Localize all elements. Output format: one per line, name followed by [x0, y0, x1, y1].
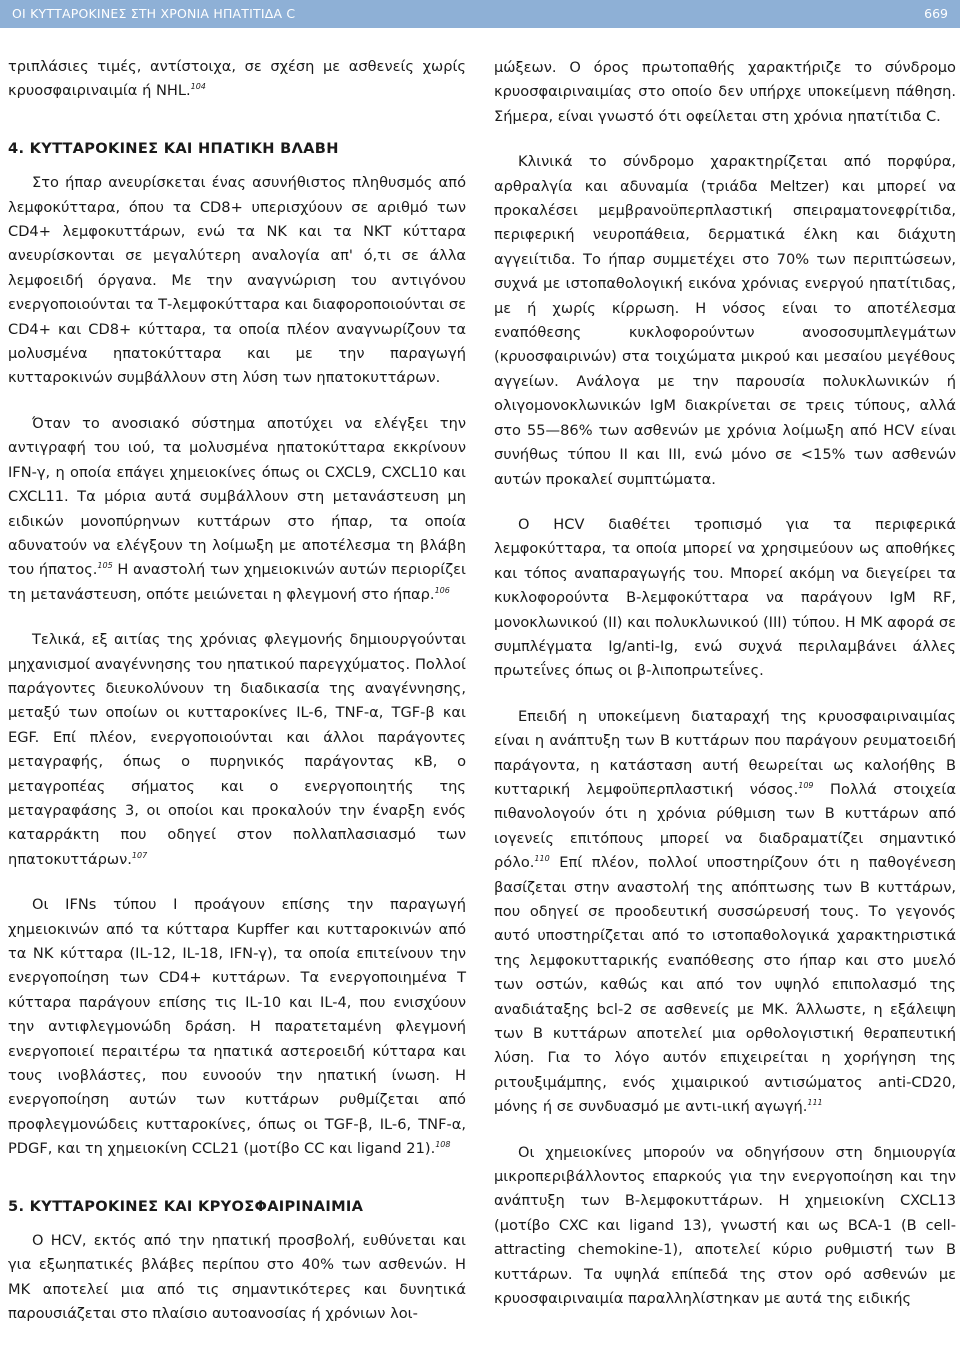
paragraph [8, 893, 466, 1161]
paragraph-text: Τελικά, εξ αιτίας της χρόνιας φλεγμονής δημιουργούνται μηχανισμοί αναγέννησης του ηπατικού παρεγχύματος. Πολλοί παράγοντες διευκολύνουν τη διαδικασία της αναγέννησης, μεταξύ των οποίων οι κυτταροκίνες IL-6, TNF-α, TGF-β και EGF. Επί πλέον, ενεργοποιούνται και άλλοι παράγοντες μεταγραφής, όπως ο πυρηνικός παράγοντας κΒ, ο μεταγροπέας σήματος και ο ενεργοποιητής της μεταγραφάσης 3, οι οποίοι και προκαλούν την έναρξη ενός καταρράκτη που οδηγεί στον πολλαπλασιασμό των ηπατοκυττάρων. [8, 631, 466, 868]
paragraph [8, 55, 466, 104]
paragraph: Κλινικά το σύνδρομο χαρακτηρίζεται από πορφύρα, αρθραλγία και αδυναμία (τριάδα Meltzer) και μπορεί να προκαλέσει μεμβρανοϋπερπλαστική σπειραματονεφρίτιδα, περιφερική νευροπάθεια, δερματικά έλκη και διάχυτη αγγειίτιδα. Το ήπαρ συμμετέχει στο 70% των περιπτώσεων, συχνά με ιστοπαθολογική εικόνα χρόνιας ενεργού ηπατίτιδας, με ή χωρίς κίρρωση. Η νόσος είναι το αποτέλεσμα εναπόθεσης κυκλοφορούντων ανοσοσυμπλεγμάτων (κρυοσφαιρινών) στα τοιχώματα μικρού και μεσαίου μεγέθους αγγείων. Ανάλογα με την παρουσία πολυκλωνικών ή ολιγομονοκλωνικών IgM διακρίνεται σε τρεις τύπους, αλλά στο 55—86% των ασθενών με χρόνια λοίμωξη από HCV είναι συνήθως τύπου II και III, ενώ μόνο σε <15% των ασθενών αυτών προκαλεί συμπτώματα. [494, 153, 956, 488]
page-number: 669 [924, 6, 948, 21]
right-column [494, 56, 956, 1312]
reference-mark: 104 [190, 82, 206, 92]
running-header [0, 0, 960, 28]
reference-mark: 108 [435, 1140, 451, 1150]
paragraph-text: Πολλά στοιχεία πιθανολογούν ότι η χρόνια ρύθμιση των Β κυττάρων από ιογενείς επιτόπους μπορεί να διαδραματίζει σημαντικό ρόλο. [494, 780, 956, 872]
running-title: ΟΙ ΚΥΤΤΑΡΟΚΙΝΕΣ ΣΤΗ ΧΡΟΝΙΑ ΗΠΑΤΙΤΙΔΑ C [12, 6, 296, 21]
reference-mark: 107 [131, 850, 148, 860]
section-heading-4: 4. ΚΥΤΤΑΡΟΚΙΝΕΣ ΚΑΙ ΗΠΑΤΙΚΗ ΒΛΑΒΗ [8, 139, 339, 157]
paragraph-text: τριπλάσιες τιμές, αντίστοιχα, σε σχέση με ασθενείς χωρίς κρυοσφαιριναιμία ή NHL. [8, 58, 466, 100]
paragraph: Στο ήπαρ ανευρίσκεται ένας ασυνήθιστος πληθυσμός από λεμφοκύτταρα, όπου τα CD8+ υπερισχύουν σε αριθμό των CD4+ λεμφοκυττάρων, ενώ τα NK και τα NKT κύτταρα ανευρίσκονται σε μεγαλύτερη αναλογία απ' ό,τι σε άλλα λεμφοειδή όργανα. Με την αναγνώριση του αντιγόνου ενεργοποιούνται τα Τ-λεμφοκύτταρα και διαφοροποιούνται σε CD4+ και CD8+ κύτταρα, τα οποία πλέον αναγνωρίζουν τα μολυσμένα ηπατοκύτταρα και με την παραγωγή κυτταροκινών συμβάλλουν στη λύση των ηπατοκυττάρων. [8, 174, 466, 387]
paragraph: Ο HCV, εκτός από την ηπατική προσβολή, ευθύνεται και για εξωηπατικές βλάβες περίπου στο 40% των ασθενών. Η ΜΚ αποτελεί μια από τις σημαντικότερες και δυνητικά παρουσιάζεται στο πλαίσιο αυτοανοσίας ή χρόνιων λοι- [8, 1232, 466, 1323]
reference-mark: 106 [434, 585, 450, 595]
paragraph-text: Επί πλέον, πολλοί υποστηρίζουν ότι η παθογένεση βασίζεται στην αναστολή της απόπτωσης των Β κυττάρων, που οδηγεί σε προοδευτική συσσώρευσή τους. Το γεγονός αυτό υποστηρίζεται από το ιστοπαθολογικά χαρακτηριστικά της λεμφοκυτταρικής εναπόθεσης στο ήπαρ και στο μυελό των οστών, καθώς και από τον υψηλό επιπολασμό της αναδιάταξης bcl-2 σε ασθενείς με ΜΚ. Άλλωστε, η εξάλειψη των Β κυττάρων αποτελεί μια ορθολογιστική θεραπευτική λύση. Για το λόγο αυτόν επιχειρείται η χορήγηση της ριτουξιμάμπης, ενός χιμαιρικού αντισώματος anti-CD20, μόνης ή σε συνδυασμό με αντι-ιική αγωγή. [494, 854, 956, 1116]
reference-mark: 109 [798, 780, 814, 790]
paragraph: Ο HCV διαθέτει τροπισμό για τα περιφερικά λεμφοκύτταρα, τα οποία μπορεί να χρησιμεύουν ως αποθήκες και τόπος αναπαραγωγής του. Μπορεί ακόμη να διεγείρει τα κυκλοφορούντα Β-λεμφοκύτταρα να παράγουν IgM RF, μονοκλωνικού (II) και πολυκλωνικού (III) τύπου. Η ΜΚ αφορά σε συμπλέγματα Ig/anti-Ig, ενώ συχνά περιλαμβάνει άλλες πρωτεΐνες όπως οι β-λιποπρωτεΐνες. [494, 515, 956, 680]
reference-mark: 111 [807, 1098, 823, 1108]
paragraph-text: Οι IFNs τύπου I προάγουν επίσης την παραγωγή χημειοκινών από τα κύτταρα Kupffer και κυτταροκινών από τα NK κύτταρα (IL-12, IL-18, IFN-γ), τα οποία επιτείνουν την ενεργοποίηση των CD4+ κυττάρων. Τα ενεργοποιημένα Τ κύτταρα παράγουν επίσης τις IL-10 και IL-4, που ενισχύουν την αντιφλεγμονώδη δράση. Η παρατεταμένη φλεγμονή ενεργοποιεί περαιτέρω τα ηπατικά αστεροειδή κύτταρα και τους ινοβλάστες, που ευνοούν την ηπατική ίνωση. Η ενεργοποίηση αυτών των κυττάρων ρυθμίζεται από προφλεγμονώδεις κυτταροκίνες, όπως οι TGF-β, IL-6, TNF-α, PDGF, και τη χημειοκίνη CCL21 (μοτίβο CC και ligand 21). [8, 896, 466, 1158]
paragraph [8, 628, 466, 872]
paragraph [494, 705, 956, 1120]
reference-mark: 110 [534, 854, 550, 864]
left-column [8, 55, 466, 1327]
paragraph [8, 412, 466, 607]
paragraph-text: Όταν το ανοσιακό σύστημα αποτύχει να ελέγξει την αντιγραφή του ιού, τα μολυσμένα ηπατοκύτταρα εκκρίνουν IFN-γ, η οποία επάγει χημειοκίνες όπως οι CXCL9, CXCL10 και CXCL11. Τα μόρια αυτά συμβάλλουν στη μετανάστευση μη ειδικών μονοπύρηνων κυττάρων στο ήπαρ, τα οποία αδυνατούν να ελέγξουν τη λοίμωξη με αποτέλεσμα τη βλάβη του ήπατος. [8, 414, 466, 579]
paragraph: Οι χημειοκίνες μπορούν να οδηγήσουν στη δημιουργία μικροπεριβάλλοντος επαρκούς για την ενεργοποίηση και την ανάπτυξη των Β-λεμφοκυττάρων. Η χημειοκίνη CXCL13 (μοτίβο CXC και ligand 13), γνωστή και ως BCA-1 (B cell-attracting chemokine-1), αποτελεί κύριο ρυθμιστή των Β κυττάρων. Τα υψηλά επίπεδά της στον ορό ασθενών με κρυοσφαιριναιμία παραλληλίστηκαν με αυτά της ειδικής [494, 1143, 956, 1308]
paragraph: μώξεων. Ο όρος πρωτοπαθής χαρακτήριζε το σύνδρομο κρυοσφαιριναιμίας στο οποίο δεν υπήρχε υποκείμενη πάθηση. Σήμερα, είναι γνωστό ότι οφείλεται στη χρόνια ηπατίτιδα C. [494, 59, 956, 125]
section-heading-5: 5. ΚΥΤΤΑΡΟΚΙΝΕΣ ΚΑΙ ΚΡΥΟΣΦΑΙΡΙΝΑΙΜΙΑ [8, 1197, 364, 1215]
paragraph-text: Επειδή η υποκείμενη διαταραχή της κρυοσφαιριναιμίας είναι η ανάπτυξη των Β κυττάρων που παράγουν ρευματοειδή παράγοντα, η κατάσταση αυτή θεωρείται ως καλοήθης Β κυτταρική λεμφοϋπερπλαστική νόσος. [494, 707, 956, 798]
reference-mark: 105 [97, 561, 113, 571]
paragraph-text: Η αναστολή των χημειοκινών αυτών περιορίζει τη μετανάστευση, οπότε μειώνεται η φλεγμονή στο ήπαρ. [8, 561, 466, 603]
